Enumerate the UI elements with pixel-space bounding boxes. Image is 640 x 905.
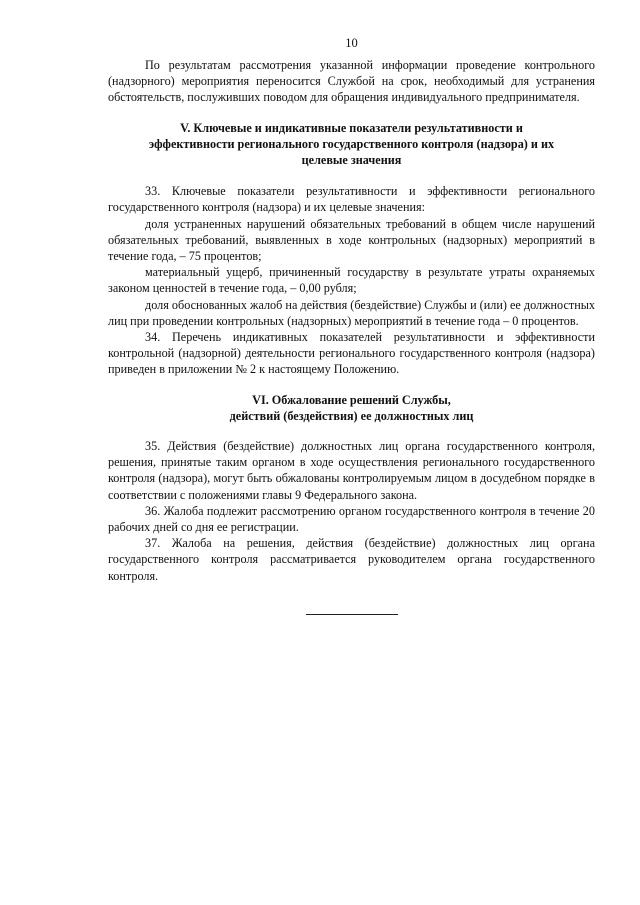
section-6-heading [108,392,595,424]
paragraph-37: 37. Жалоба на решения, действия (бездействие) должностных лиц органа государственного контроля рассматривается руководителем органа государственного контроля. [108,536,595,583]
section-5-heading-line-2: эффективности регионального государственного контроля (надзора) и их [148,136,555,151]
section-5-heading-line-3: целевые значения [301,153,402,168]
section-5-heading-line-1: V. Ключевые и индикативные показатели результативности и [180,120,523,135]
section-6-heading-line-1: VI. Обжалование решений Службы, [252,392,451,407]
section-6-heading-line-2: действий (бездействия) ее должностных лиц [229,408,474,423]
section-5-heading [108,120,595,169]
document-page [108,36,595,615]
paragraph-33: 33. Ключевые показатели результативности и эффективности регионального государственного контроля (надзора) и их целевые значения: [108,184,595,215]
paragraph-34: 34. Перечень индикативных показателей результативности и эффективности контрольной (надзорной) деятельности регионального государственного контроля (надзора) приведен в приложении № 2 к настоящему Положению. [108,330,595,377]
intro-paragraph: По результатам рассмотрения указанной информации проведение контрольного (надзорного) мероприятия переносится Службой на срок, необходимый для устранения обстоятельств, послуживших поводом для обращения индивидуального предпринимателя. [108,58,595,105]
paragraph-33-item-2: материальный ущерб, причиненный государству в результате утраты охраняемых законом ценностей в течение года, – 0,00 рубля; [108,265,595,296]
paragraph-35: 35. Действия (бездействие) должностных лиц органа государственного контроля, решения, принятые таким органом в ходе осуществления регионального государственного контроля (надзора), могут быть обжалованы контролируемым лицом в досудебном порядке в соответствии с положениями главы 9 Федерального закона. [108,439,595,502]
paragraph-33-item-1: доля устраненных нарушений обязательных требований в общем числе нарушений обязательных требований, выявленных в ходе контрольных (надзорных) мероприятий в течение года, – 75 процентов; [108,216,595,264]
paragraph-33-item-3: доля обоснованных жалоб на действия (бездействие) Службы и (или) ее должностных лиц при проведении контрольных (надзорных) мероприятий в течение года – 0 процентов. [108,297,595,328]
end-divider [306,614,398,615]
page-number: 10 [345,36,358,50]
paragraph-36: 36. Жалоба подлежит рассмотрению органом государственного контроля в течение 20 рабочих дней со дня ее регистрации. [108,503,595,535]
